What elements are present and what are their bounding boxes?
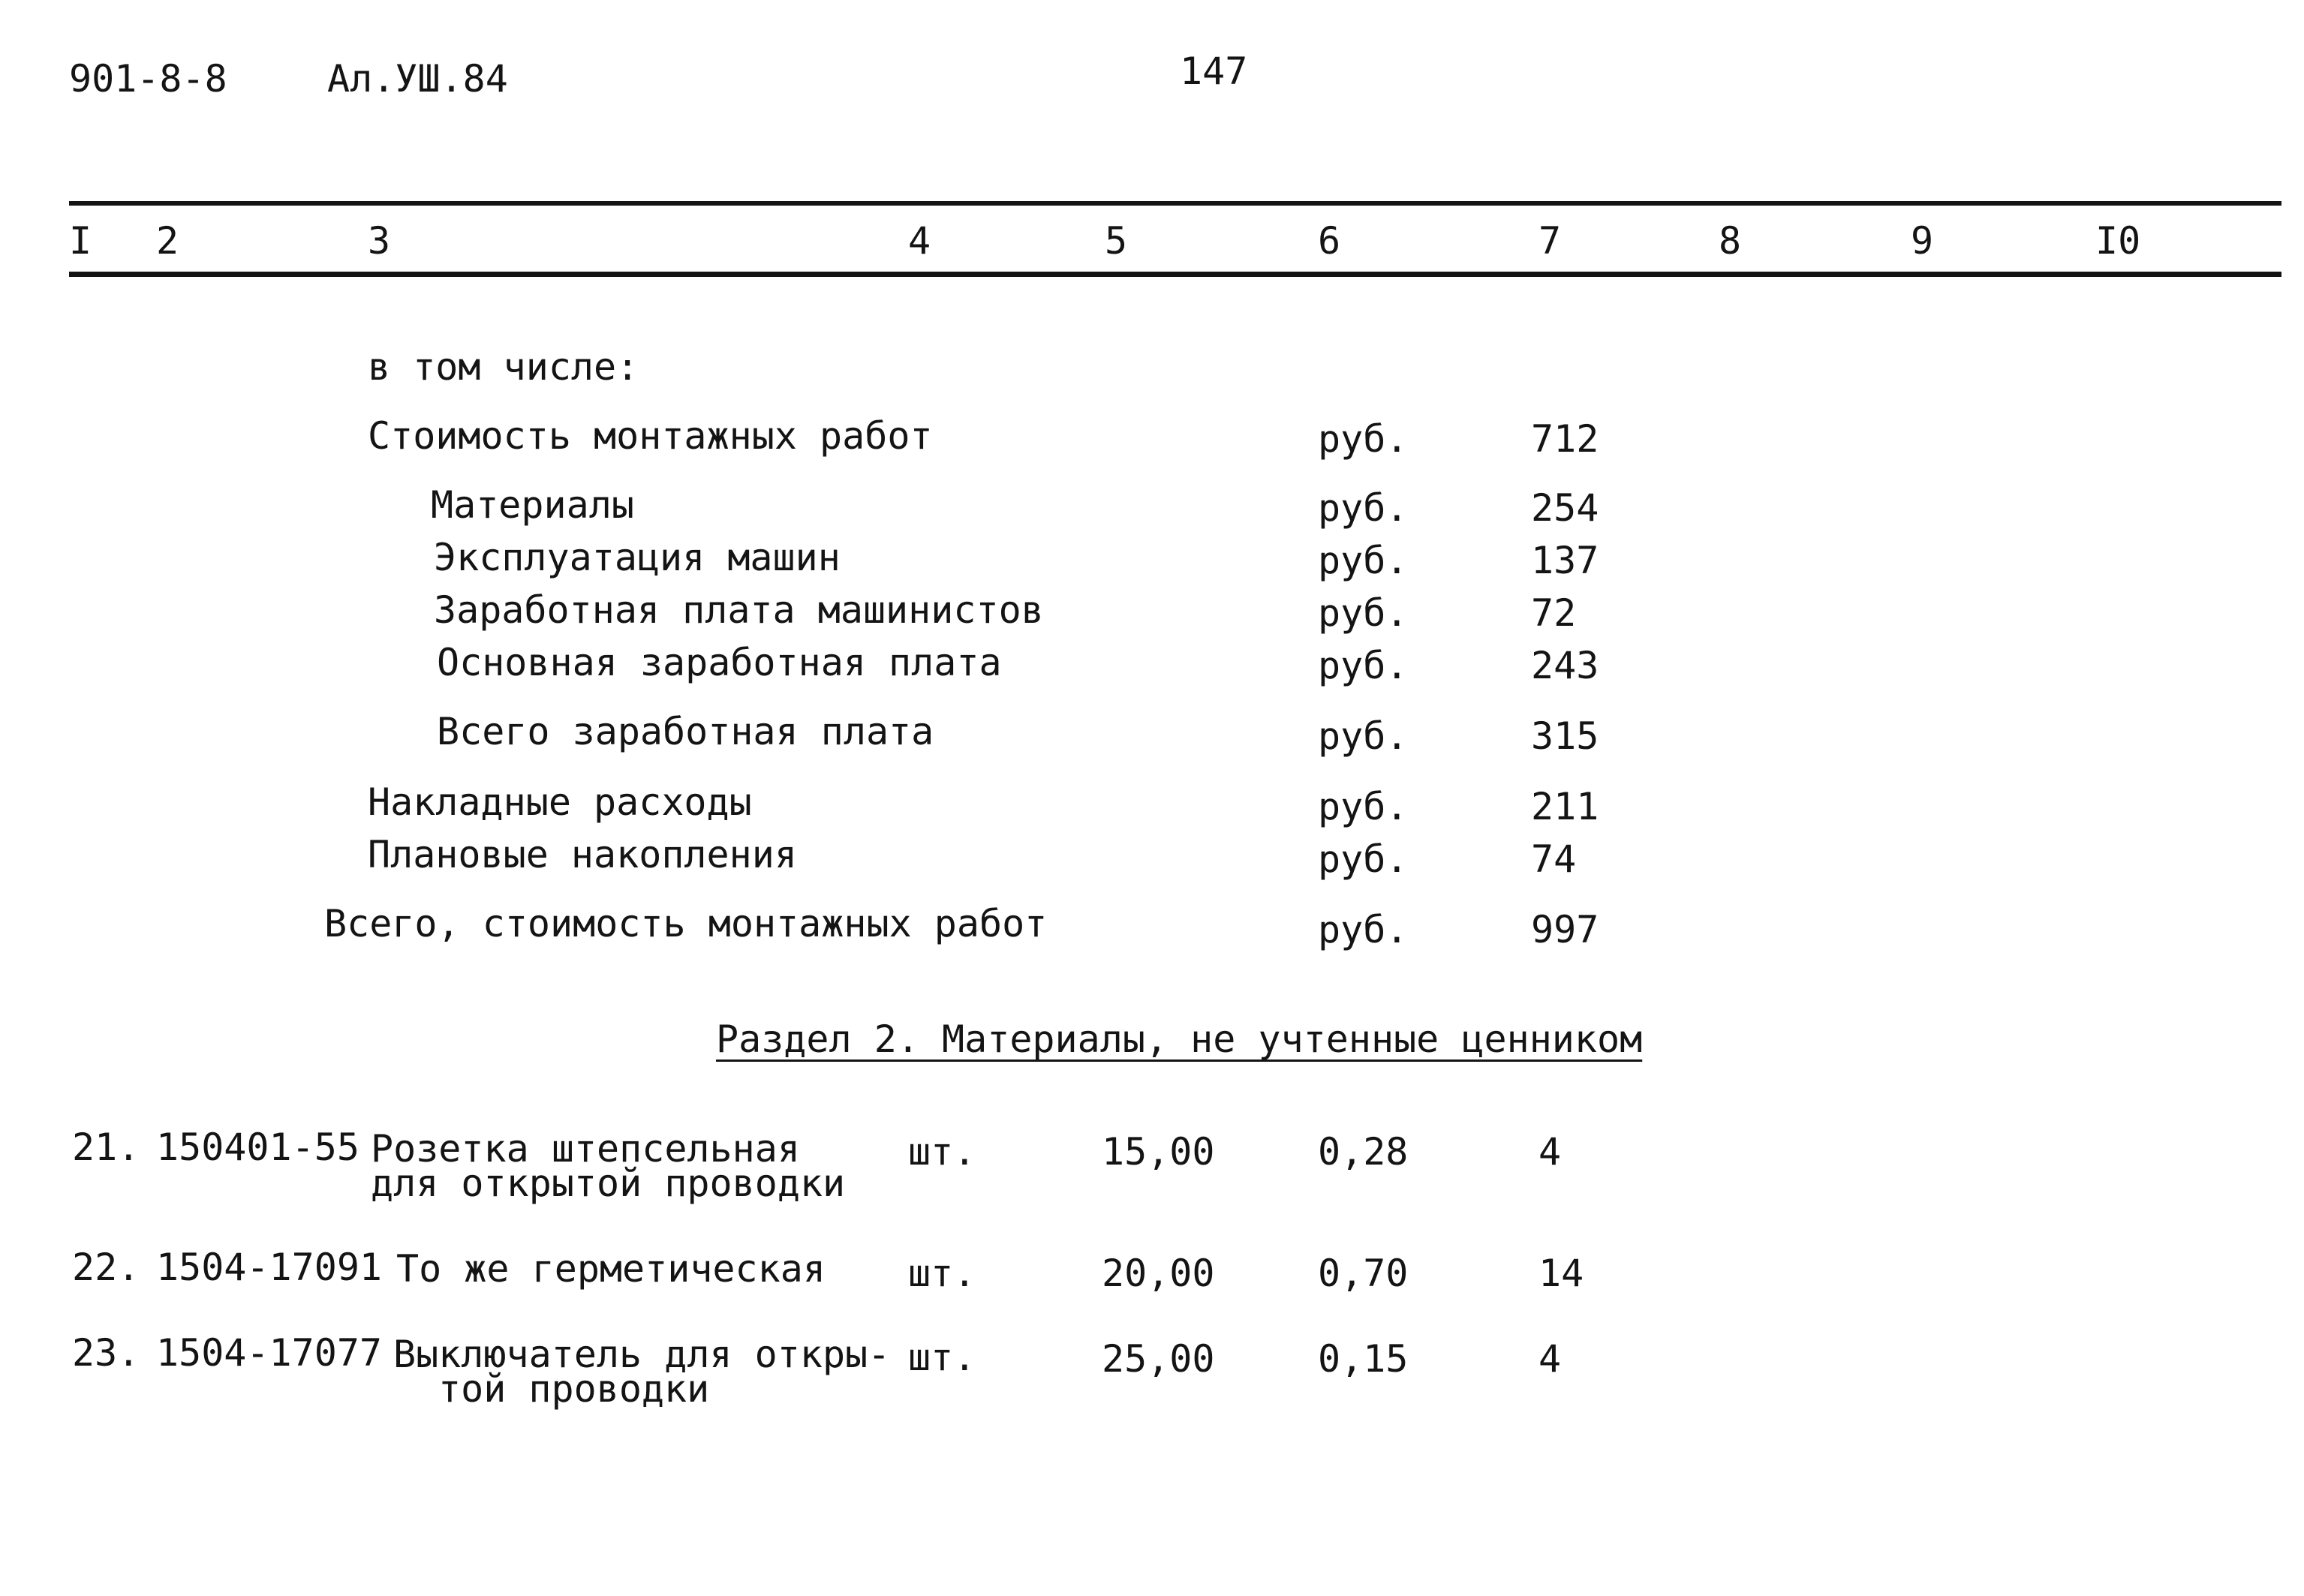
summary-unit: руб.: [1318, 486, 1409, 530]
item-total: 4: [1539, 1337, 1562, 1381]
item-price: 20,00: [1102, 1252, 1215, 1295]
item-name: Розетка штепсельная: [371, 1127, 800, 1171]
summary-label: Всего заработная плата: [437, 710, 934, 753]
item-number: 21.: [72, 1126, 140, 1169]
item-quantity: 0,28: [1318, 1130, 1409, 1174]
summary-value: 997: [1531, 908, 1599, 951]
item-name-continued: той проводки: [438, 1367, 710, 1411]
item-number: 22.: [72, 1246, 140, 1289]
summary-value: 211: [1531, 785, 1599, 828]
summary-unit: руб.: [1318, 417, 1409, 461]
column-header: 4: [908, 219, 931, 263]
page-number: 147: [1180, 50, 1248, 93]
summary-label: Стоимость монтажных работ: [368, 414, 933, 458]
item-code: 150401-55: [156, 1126, 359, 1169]
item-unit: шт.: [908, 1252, 976, 1295]
item-number: 23.: [72, 1331, 140, 1375]
summary-unit: руб.: [1318, 908, 1409, 951]
item-total: 14: [1539, 1252, 1584, 1295]
item-name: То же герметическая: [396, 1247, 826, 1291]
column-header: 5: [1105, 219, 1128, 263]
item-quantity: 0,70: [1318, 1252, 1409, 1295]
column-header: I0: [2095, 219, 2141, 263]
summary-unit: руб.: [1318, 539, 1409, 582]
item-code: 1504-17077: [156, 1331, 383, 1375]
summary-label: Основная заработная плата: [437, 641, 1002, 684]
document-code: 901-8-8: [69, 57, 227, 101]
summary-value: 712: [1531, 417, 1599, 461]
header-bottom-rule: [69, 272, 2281, 277]
summary-value: 315: [1531, 714, 1599, 758]
column-header: 8: [1719, 219, 1742, 263]
summary-unit: руб.: [1318, 591, 1409, 635]
item-price: 15,00: [1102, 1130, 1215, 1174]
section-title: Раздел 2. Материалы, не учтенные ценником: [716, 1017, 1643, 1061]
item-name-continued: для открытой проводки: [371, 1162, 846, 1205]
summary-unit: руб.: [1318, 785, 1409, 828]
item-name: Выключатель для откры-: [393, 1333, 891, 1376]
summary-label: Всего, стоимость монтажных работ: [324, 902, 1048, 945]
item-unit: шт.: [908, 1336, 976, 1379]
summary-value: 243: [1531, 644, 1599, 687]
summary-unit: руб.: [1318, 714, 1409, 758]
top-rule: [69, 201, 2281, 206]
summary-unit: руб.: [1318, 837, 1409, 881]
column-header: 3: [368, 219, 391, 263]
item-quantity: 0,15: [1318, 1337, 1409, 1381]
item-price: 25,00: [1102, 1337, 1215, 1381]
summary-label: Заработная плата машинистов: [434, 588, 1044, 632]
summary-value: 137: [1531, 539, 1599, 582]
item-unit: шт.: [908, 1130, 976, 1174]
column-header: 7: [1539, 219, 1562, 263]
column-header: 6: [1318, 219, 1341, 263]
summary-label: Накладные расходы: [368, 780, 752, 824]
item-code: 1504-17091: [156, 1246, 383, 1289]
summary-value: 254: [1531, 486, 1599, 530]
item-total: 4: [1539, 1130, 1562, 1174]
column-header: 2: [156, 219, 179, 263]
summary-value: 72: [1531, 591, 1577, 635]
summary-unit: руб.: [1318, 644, 1409, 687]
summary-value: 74: [1531, 837, 1577, 881]
column-header: 9: [1911, 219, 1934, 263]
column-header: I: [69, 219, 92, 263]
summary-label: Эксплуатация машин: [434, 536, 841, 579]
summary-label: Плановые накопления: [368, 833, 797, 876]
summary-intro: в том числе:: [368, 345, 639, 389]
summary-label: Материалы: [431, 483, 634, 527]
album-reference: Ал.УШ.84: [327, 57, 508, 101]
